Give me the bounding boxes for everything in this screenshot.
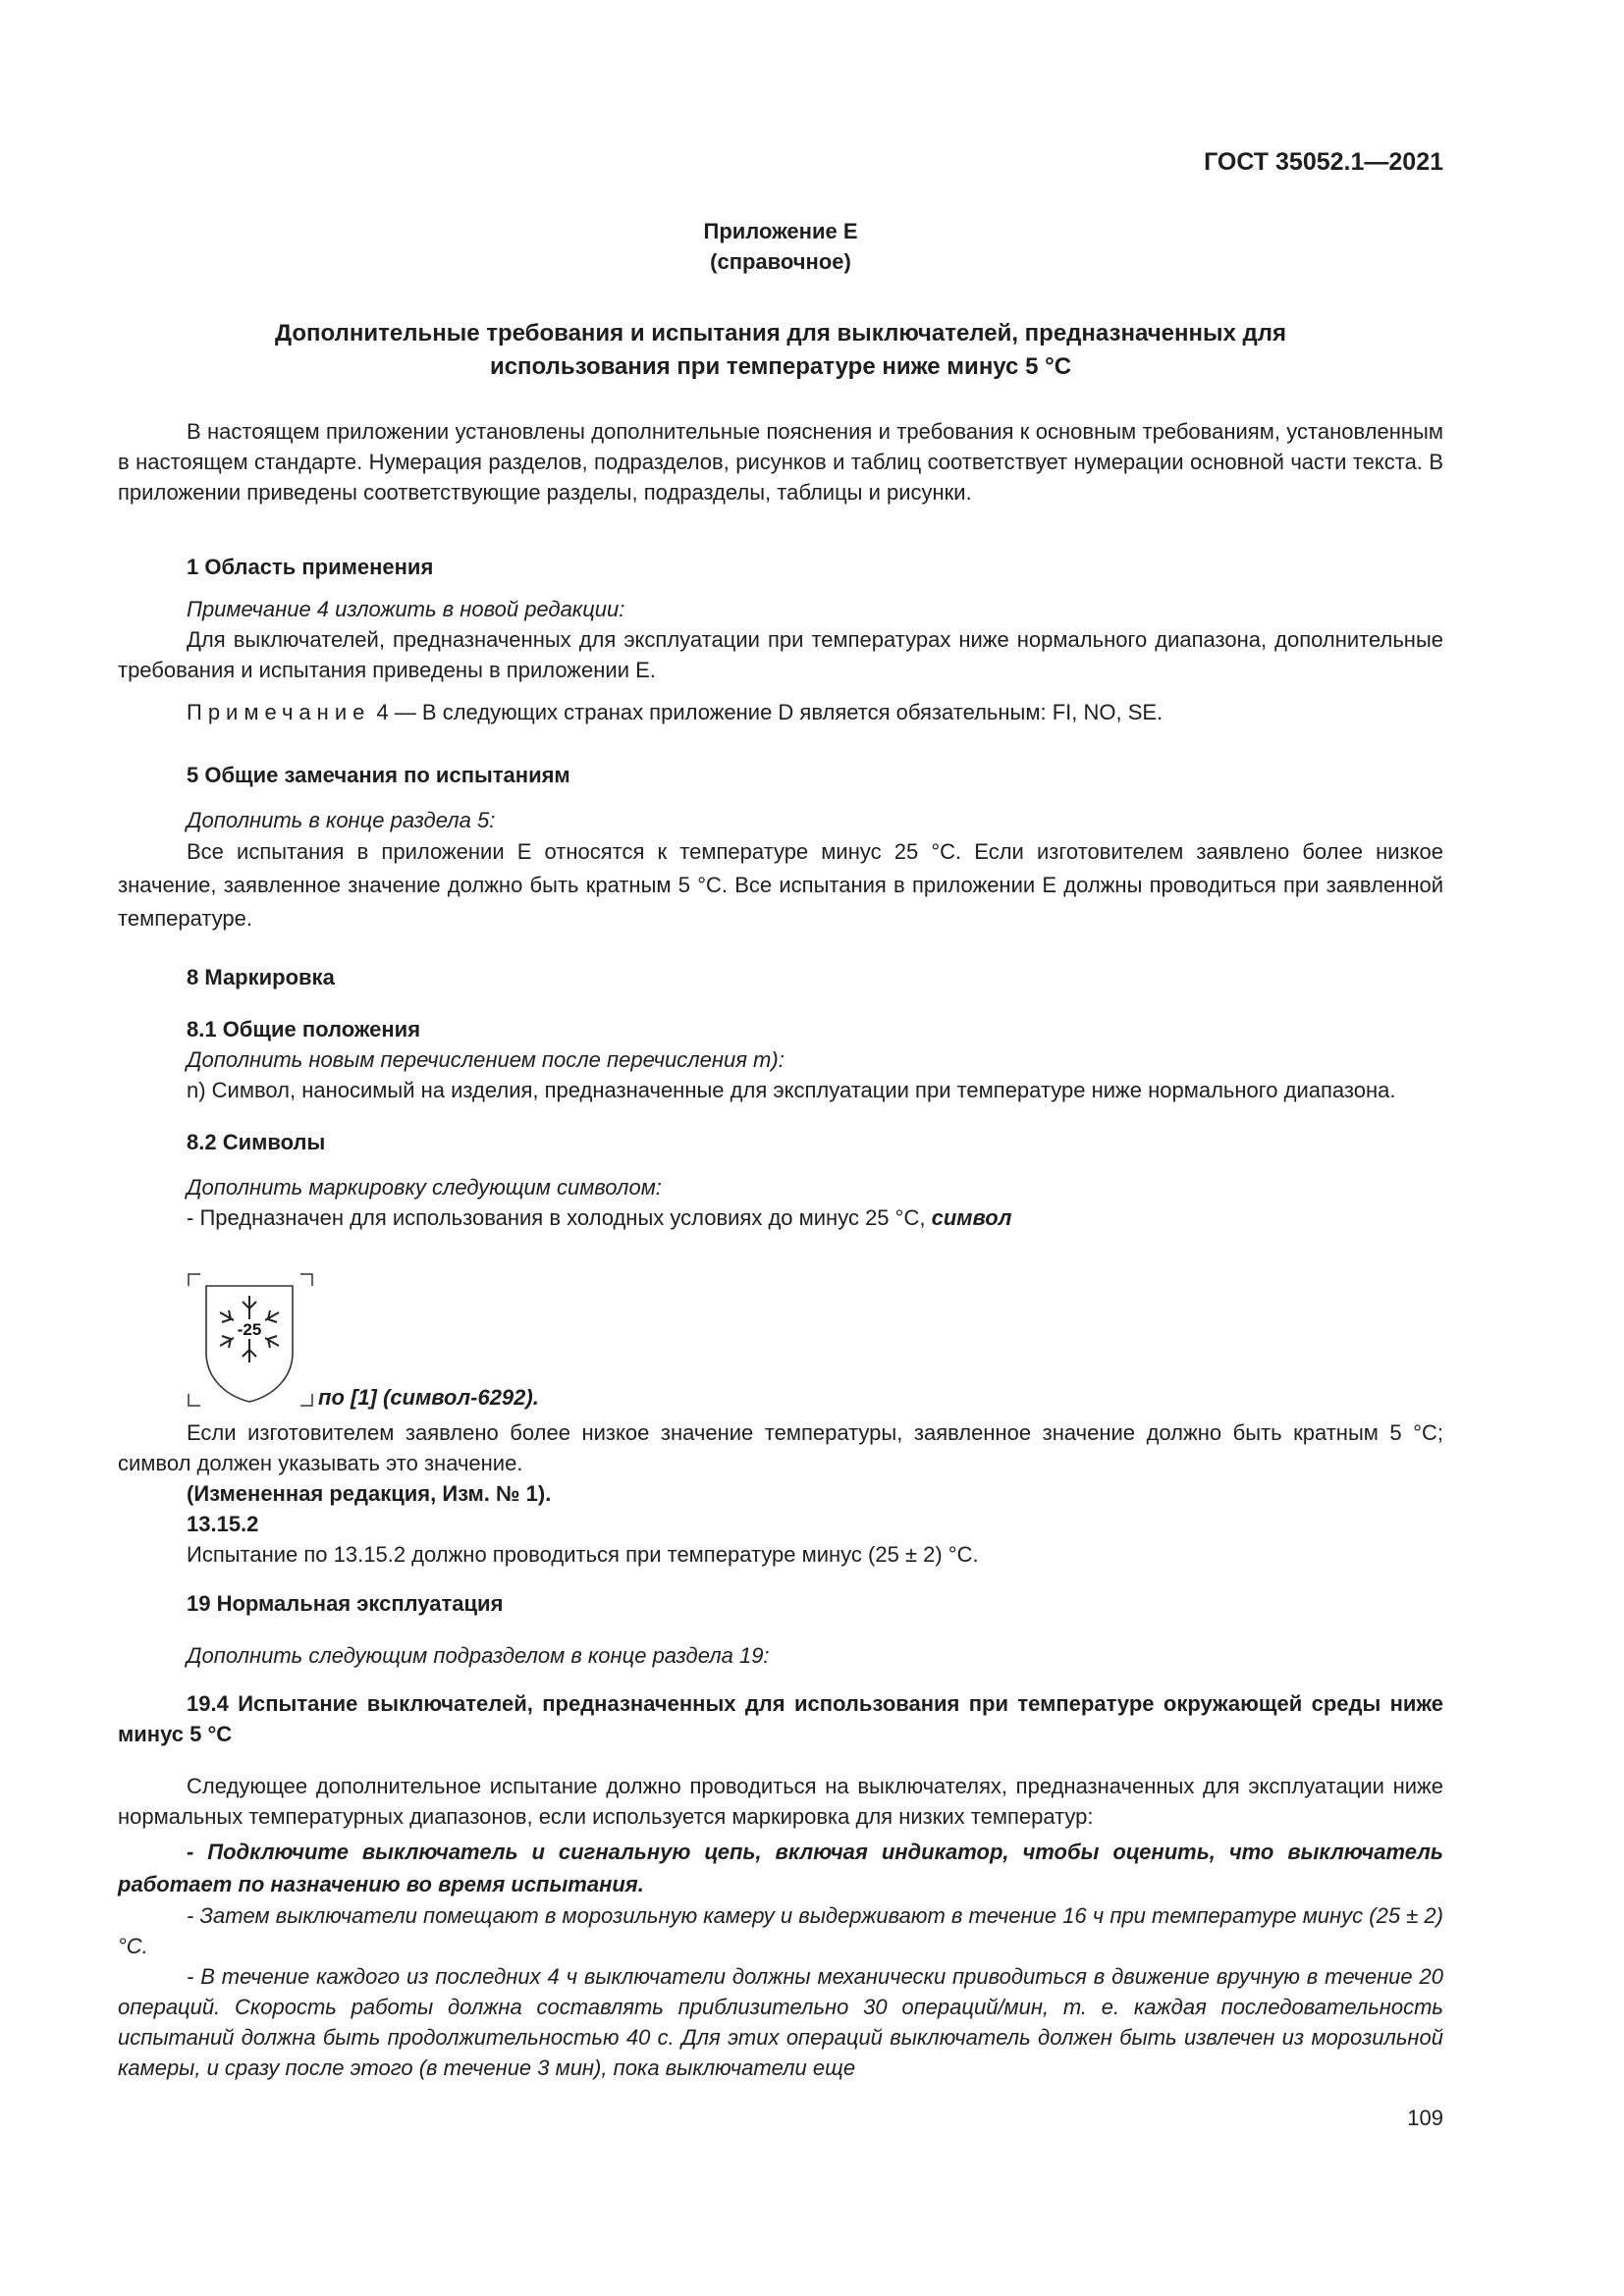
clause-text: Испытание по 13.15.2 должно проводиться при температуре минус (25 ± 2) °С.: [187, 1542, 979, 1567]
intro-paragraph: В настоящем приложении установлены дополнительные пояснения и требования к основным требованиям, установленным в настоящем стандарте. Нумерация разделов, подразделов, рисунков и таблиц соответствует нумерации основной части текста. В приложении приведены соответствующие разделы, подразделы, таблицы и рисунки.: [118, 419, 1443, 505]
annex-title: Приложение Е: [703, 219, 858, 243]
section-19: [118, 1588, 1443, 2083]
section-1-instruction: Примечание 4 изложить в новой редакции:: [187, 597, 625, 621]
section-8-2-item-text: - Предназначен для использования в холодных условиях до минус 25 °С,: [187, 1205, 926, 1230]
annex-status: (справочное): [710, 249, 851, 274]
amendment-note: (Измененная редакция, Изм. № 1).: [187, 1481, 552, 1506]
page-number: 109: [1407, 2106, 1443, 2130]
section-5-instruction: Дополнить в конце раздела 5:: [187, 808, 496, 832]
section-8-2-item-bold: символ: [931, 1205, 1012, 1230]
clause-number: 13.15.2: [187, 1512, 259, 1536]
symbol-value: -25: [237, 1320, 262, 1339]
section-5-heading: 5 Общие замечания по испытаниям: [187, 763, 570, 787]
test-step-2: - Затем выключатели помещают в морозильную камеру и выдерживают в течение 16 ч при температуре минус (25 ± 2) °С.: [118, 1903, 1443, 1958]
section-19-4-text: Следующее дополнительное испытание должно проводиться на выключателях, предназначенных для эксплуатации ниже нормальных температурных диапазонов, если используется маркировка для низких температур:: [118, 1774, 1443, 1829]
cold-symbol-graphic: [187, 1272, 314, 1410]
section-5: [118, 760, 1443, 935]
cold-symbol: [187, 1272, 314, 1410]
intro-block: [118, 416, 1443, 507]
note-label: Примечание: [187, 700, 371, 724]
section-5-text: Все испытания в приложении Е относятся к температуре минус 25 °С. Если изготовителем заявлено более низкое значение, заявленное значение должно быть кратным 5 °С. Все испытания в приложении Е должны проводиться при заявленной температуре.: [118, 839, 1443, 931]
section-8-2-text: Если изготовителем заявлено более низкое значение температуры, заявленное значение должно быть кратным 5 °С; символ должен указывать это значение.: [118, 1420, 1443, 1475]
section-1-note: [118, 697, 1443, 727]
annex-title-block: [118, 216, 1443, 277]
section-8-2-instruction: Дополнить маркировку следующим символом:: [187, 1175, 662, 1200]
annex-heading: [118, 317, 1443, 384]
section-8-1-heading: 8.1 Общие положения: [187, 1017, 421, 1041]
section-1-text: Для выключателей, предназначенных для эксплуатации при температурах ниже нормального диапазона, дополнительные требования и испытания приведены в приложении Е.: [118, 627, 1443, 682]
test-step-3: - В течение каждого из последних 4 ч выключатели должны механически приводиться в движение вручную в течение 20 операций. Скорость работы должна составлять приблизительно 30 операций/мин, т. е. каждая последовательность испытаний должна быть продолжительностью 40 с. Для этих операций выключатель должен быть извлечен из морозильной камеры, и сразу после этого (в течение 3 мин), пока выключатели еще: [118, 1964, 1443, 2080]
symbol-reference: по [1] (символ-6292).: [318, 1385, 539, 1410]
section-8-1-instruction: Дополнить новым перечислением после перечисления m):: [187, 1047, 785, 1072]
section-1: [118, 552, 1443, 727]
section-19-heading: 19 Нормальная эксплуатация: [187, 1591, 504, 1616]
note-text: 4 — В следующих странах приложение D является обязательным: FI, NO, SE.: [376, 700, 1164, 724]
section-8-2-item: [118, 1202, 1443, 1233]
section-8-2-continued: [118, 1417, 1443, 1570]
section-19-4-heading: 19.4 Испытание выключателей, предназначенных для использования при температуре окружающей среды ниже минус 5 °С: [118, 1691, 1443, 1746]
annex-heading-line2: использования при температуре ниже минус 5 °С: [489, 353, 1072, 380]
section-8-heading: 8 Маркировка: [187, 965, 335, 989]
annex-heading-line1: Дополнительные требования и испытания для выключателей, предназначенных для: [275, 320, 1286, 347]
section-1-heading: 1 Область применения: [187, 555, 434, 579]
section-8-1-text: n) Символ, наносимый на изделия, предназначенные для эксплуатации при температуре ниже нормального диапазона.: [187, 1078, 1396, 1102]
test-step-1: - Подключите выключатель и сигнальную цепь, включая индикатор, чтобы оценить, что выключатель работает по назначению во время испытания.: [118, 1840, 1443, 1896]
section-19-instruction: Дополнить следующим подразделом в конце раздела 19:: [187, 1643, 770, 1668]
standard-number: ГОСТ 35052.1—2021: [1204, 148, 1443, 176]
section-8: [118, 962, 1443, 1233]
section-8-2-heading: 8.2 Символы: [187, 1130, 326, 1154]
